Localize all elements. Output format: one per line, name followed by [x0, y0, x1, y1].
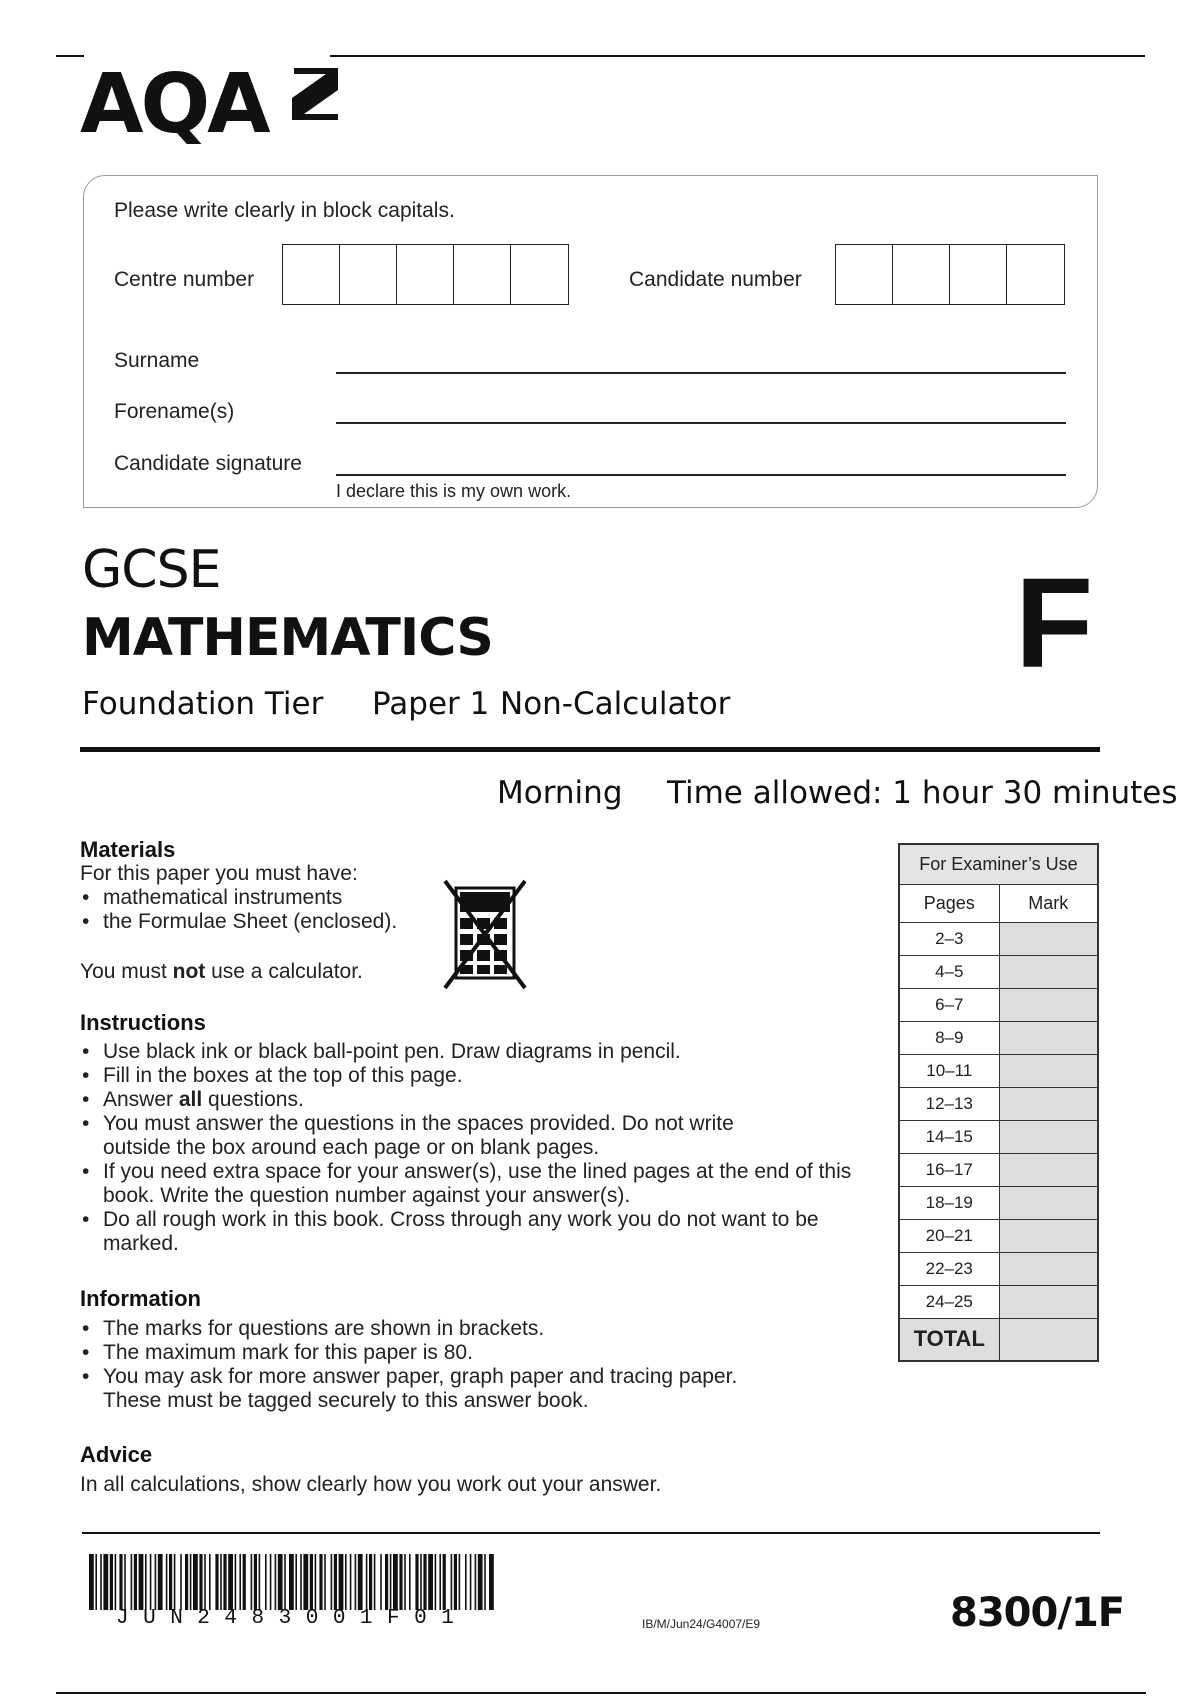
bottom-rule [56, 1692, 1146, 1694]
candidate-number-boxes[interactable] [835, 244, 1065, 305]
list-item: • mathematical instruments [80, 886, 440, 910]
examiner-table-column-row [899, 884, 1098, 922]
barcode-bar [300, 1554, 302, 1610]
barcode-bar [278, 1554, 283, 1610]
table-row [899, 1219, 1098, 1252]
list-item: • If you need extra space for your answer(s), use the lined pages at the end of this book. Write the question number against your answer(s). [80, 1160, 870, 1208]
barcode-bar [215, 1554, 218, 1610]
list-item-emphasis: all [178, 1088, 203, 1111]
barcode-bar [489, 1554, 494, 1610]
list-item: • the Formulae Sheet (enclosed). [80, 910, 440, 934]
barcode-bar [428, 1554, 433, 1610]
list-item: • Fill in the boxes at the top of this page. [80, 1064, 870, 1088]
barcode-bar [475, 1554, 477, 1610]
barcode-bar [270, 1554, 272, 1610]
barcode-bar [209, 1554, 211, 1610]
barcode-bar [223, 1554, 226, 1610]
barcode-bar [166, 1554, 168, 1610]
paper-label: Paper 1 [372, 686, 490, 722]
mark-cell [999, 988, 1098, 1021]
barcode-bar [350, 1554, 352, 1610]
advice-heading: Advice [80, 1442, 153, 1467]
barcode-bar [220, 1554, 222, 1610]
list-item: • The marks for questions are shown in brackets. [80, 1317, 790, 1341]
barcode-bar [399, 1554, 402, 1610]
session-label: Morning [497, 775, 623, 811]
table-row [899, 1186, 1098, 1219]
barcode-bar [95, 1554, 97, 1610]
barcode-bar [124, 1554, 126, 1610]
barcode-bar [484, 1554, 486, 1610]
barcode-bar [295, 1554, 297, 1610]
barcode-bar [193, 1554, 198, 1610]
centre-number-boxes[interactable] [282, 244, 569, 305]
barcode-bar [275, 1554, 277, 1610]
barcode-bar [310, 1554, 313, 1610]
barcode-bar [366, 1554, 368, 1610]
mark-cell [999, 955, 1098, 988]
barcode-bar [420, 1554, 422, 1610]
surname-label: Surname [114, 349, 200, 372]
materials-heading: Materials [80, 837, 176, 862]
barcode-bar [254, 1554, 257, 1610]
aqa-logo [80, 57, 340, 152]
barcode-bar [89, 1554, 94, 1610]
materials-list [80, 886, 440, 934]
tier-label: Foundation Tier [82, 686, 324, 722]
mark-cell [999, 1153, 1098, 1186]
pages-cell: 16–17 [899, 1153, 999, 1186]
pages-cell: 2–3 [899, 922, 999, 955]
barcode-bar [339, 1554, 344, 1610]
barcode-bar [110, 1554, 113, 1610]
pages-cell: 6–7 [899, 988, 999, 1021]
barcode-bar [190, 1554, 192, 1610]
aqa-logo-mark-icon [288, 62, 342, 122]
barcode-bar [185, 1554, 188, 1610]
barcode-bar [243, 1554, 246, 1610]
centre-number-label: Centre number [114, 268, 255, 291]
instructions-heading: Instructions [80, 1010, 206, 1035]
barcode-bar [465, 1554, 467, 1610]
centre-number-box[interactable] [397, 245, 454, 304]
barcode-bar [385, 1554, 388, 1610]
no-calculator-icon [442, 878, 528, 990]
pages-cell: 22–23 [899, 1252, 999, 1285]
barcode-bar [409, 1554, 411, 1610]
centre-number-box[interactable] [454, 245, 511, 304]
list-item: • The maximum mark for this paper is 80. [80, 1341, 790, 1365]
barcode-bar [139, 1554, 144, 1610]
title-rule [80, 747, 1100, 752]
calculator-note [80, 960, 363, 984]
list-item [80, 1088, 870, 1112]
subject-title: MATHEMATICS [82, 608, 493, 668]
barcode-bar [145, 1554, 147, 1610]
candidate-details-box [83, 175, 1098, 508]
pages-cell: 10–11 [899, 1054, 999, 1087]
total-mark-cell [999, 1318, 1098, 1361]
barcode-bar [423, 1554, 426, 1610]
pages-cell: 14–15 [899, 1120, 999, 1153]
mark-cell [999, 1087, 1098, 1120]
barcode-bar [284, 1554, 286, 1610]
barcode-bar [150, 1554, 152, 1610]
barcode-bar [180, 1554, 182, 1610]
barcode-bar [478, 1554, 483, 1610]
total-row [899, 1318, 1098, 1361]
tier-letter: F [1015, 552, 1094, 695]
barcode-bar [169, 1554, 172, 1610]
table-row [899, 1054, 1098, 1087]
barcode-bar [324, 1554, 326, 1610]
barcode-bar [334, 1554, 337, 1610]
table-row [899, 1120, 1098, 1153]
barcode-bar [390, 1554, 392, 1610]
mark-cell [999, 1186, 1098, 1219]
pages-cell: 20–21 [899, 1219, 999, 1252]
pages-cell: 8–9 [899, 1021, 999, 1054]
mark-cell [999, 922, 1098, 955]
mark-cell [999, 1120, 1098, 1153]
barcode-bar [115, 1554, 117, 1610]
barcode-bar [289, 1554, 294, 1610]
centre-number-box[interactable] [511, 245, 568, 304]
information-heading: Information [80, 1286, 201, 1311]
barcode-bar [380, 1554, 382, 1610]
barcode-bar [355, 1554, 357, 1610]
block-capitals-instruction: Please write clearly in block capitals. [114, 199, 455, 222]
barcode-bar [319, 1554, 322, 1610]
barcode-bar [199, 1554, 202, 1610]
pages-cell: 24–25 [899, 1285, 999, 1318]
top-rule-right [330, 55, 1145, 57]
barcode-bar [103, 1554, 108, 1610]
barcode-bar [454, 1554, 457, 1610]
table-row [899, 1285, 1098, 1318]
barcode-bar [174, 1554, 176, 1610]
table-row [899, 1153, 1098, 1186]
barcode-bar [415, 1554, 418, 1610]
table-row [899, 988, 1098, 1021]
total-label: TOTAL [899, 1318, 999, 1361]
barcode-bar [439, 1554, 441, 1610]
candidate-number-box[interactable] [950, 245, 1007, 304]
barcode-bar [369, 1554, 372, 1610]
instructions-list [80, 1040, 870, 1256]
examiner-table-title: For Examiner’s Use [899, 844, 1098, 884]
candidate-number-box[interactable] [836, 245, 893, 304]
barcode-bar [204, 1554, 206, 1610]
barcode-bar [259, 1554, 261, 1610]
surname-line[interactable] [336, 372, 1066, 374]
pages-cell: 4–5 [899, 955, 999, 988]
list-item-text: Answer [103, 1088, 179, 1111]
barcode-bar [393, 1554, 398, 1610]
mark-cell [999, 1252, 1098, 1285]
signature-line[interactable] [336, 474, 1066, 476]
list-item: • You must answer the questions in the spaces provided. Do not write outside the box around each page or on blank pages. [80, 1112, 780, 1160]
barcode-bar [158, 1554, 163, 1610]
barcode-bar [443, 1554, 446, 1610]
barcode-bar [155, 1554, 157, 1610]
paper-type-label: Non-Calculator [500, 686, 731, 722]
examiner-use-table [898, 843, 1099, 1362]
qualification-title: GCSE [82, 540, 221, 600]
table-row [899, 1087, 1098, 1120]
table-row [899, 1021, 1098, 1054]
centre-number-box[interactable] [283, 245, 340, 304]
barcode-bar [404, 1554, 406, 1610]
paper-code: 8300/1F [950, 1590, 1125, 1636]
barcode-bar [374, 1554, 376, 1610]
barcode-bar [459, 1554, 461, 1610]
materials-intro: For this paper you must have: [80, 862, 358, 885]
examiner-table-header-row [899, 844, 1098, 884]
barcode-bar [239, 1554, 241, 1610]
time-allowed: Time allowed: 1 hour 30 minutes [667, 775, 1178, 811]
table-row [899, 955, 1098, 988]
calculator-note-text-end: use a calculator. [205, 960, 363, 983]
table-row [899, 922, 1098, 955]
forenames-label: Forename(s) [114, 400, 235, 423]
barcode-bar [228, 1554, 233, 1610]
mark-column-header: Mark [999, 884, 1098, 922]
advice-text: In all calculations, show clearly how you work out your answer. [80, 1473, 662, 1496]
barcode-bar [119, 1554, 122, 1610]
pages-cell: 12–13 [899, 1087, 999, 1120]
barcode-bar [331, 1554, 333, 1610]
barcode-bar [303, 1554, 308, 1610]
aqa-logo-text: AQA [80, 57, 268, 152]
calculator-note-text: You must [80, 960, 173, 983]
barcode-bar [265, 1554, 267, 1610]
mark-cell [999, 1219, 1098, 1252]
document-reference: IB/M/Jun24/G4007/E9 [642, 1617, 761, 1631]
candidate-number-box[interactable] [893, 245, 950, 304]
barcode-bar [470, 1554, 472, 1610]
calculator-note-emphasis: not [172, 960, 206, 983]
list-item: • You may ask for more answer paper, graph paper and tracing paper. These must be tagged securely to this answer book. [80, 1365, 790, 1413]
list-item: • Do all rough work in this book. Cross through any work you do not want to be marked. [80, 1208, 850, 1256]
list-item: • Use black ink or black ball-point pen. Draw diagrams in pencil. [80, 1040, 870, 1064]
barcode-bar [100, 1554, 102, 1610]
barcode [89, 1554, 494, 1610]
table-row [899, 1252, 1098, 1285]
mark-cell [999, 1054, 1098, 1087]
declaration-text: I declare this is my own work. [336, 481, 572, 501]
mark-cell [999, 1021, 1098, 1054]
barcode-bar [435, 1554, 437, 1610]
barcode-bar [235, 1554, 237, 1610]
candidate-number-label: Candidate number [629, 268, 802, 291]
list-item-text-end: questions. [202, 1088, 304, 1111]
barcode-bar [345, 1554, 347, 1610]
centre-number-box[interactable] [340, 245, 397, 304]
pages-column-header: Pages [899, 884, 999, 922]
information-list [80, 1317, 790, 1413]
barcode-text: JUN2483001F01 [116, 1607, 469, 1630]
mark-cell [999, 1285, 1098, 1318]
barcode-bar [134, 1554, 137, 1610]
signature-label: Candidate signature [114, 452, 302, 475]
footer-rule [82, 1532, 1100, 1534]
barcode-bar [315, 1554, 317, 1610]
forenames-line[interactable] [336, 422, 1066, 424]
pages-cell: 18–19 [899, 1186, 999, 1219]
barcode-bar [131, 1554, 133, 1610]
barcode-bar [251, 1554, 253, 1610]
candidate-number-box[interactable] [1007, 245, 1064, 304]
barcode-bar [451, 1554, 453, 1610]
barcode-bar [358, 1554, 363, 1610]
